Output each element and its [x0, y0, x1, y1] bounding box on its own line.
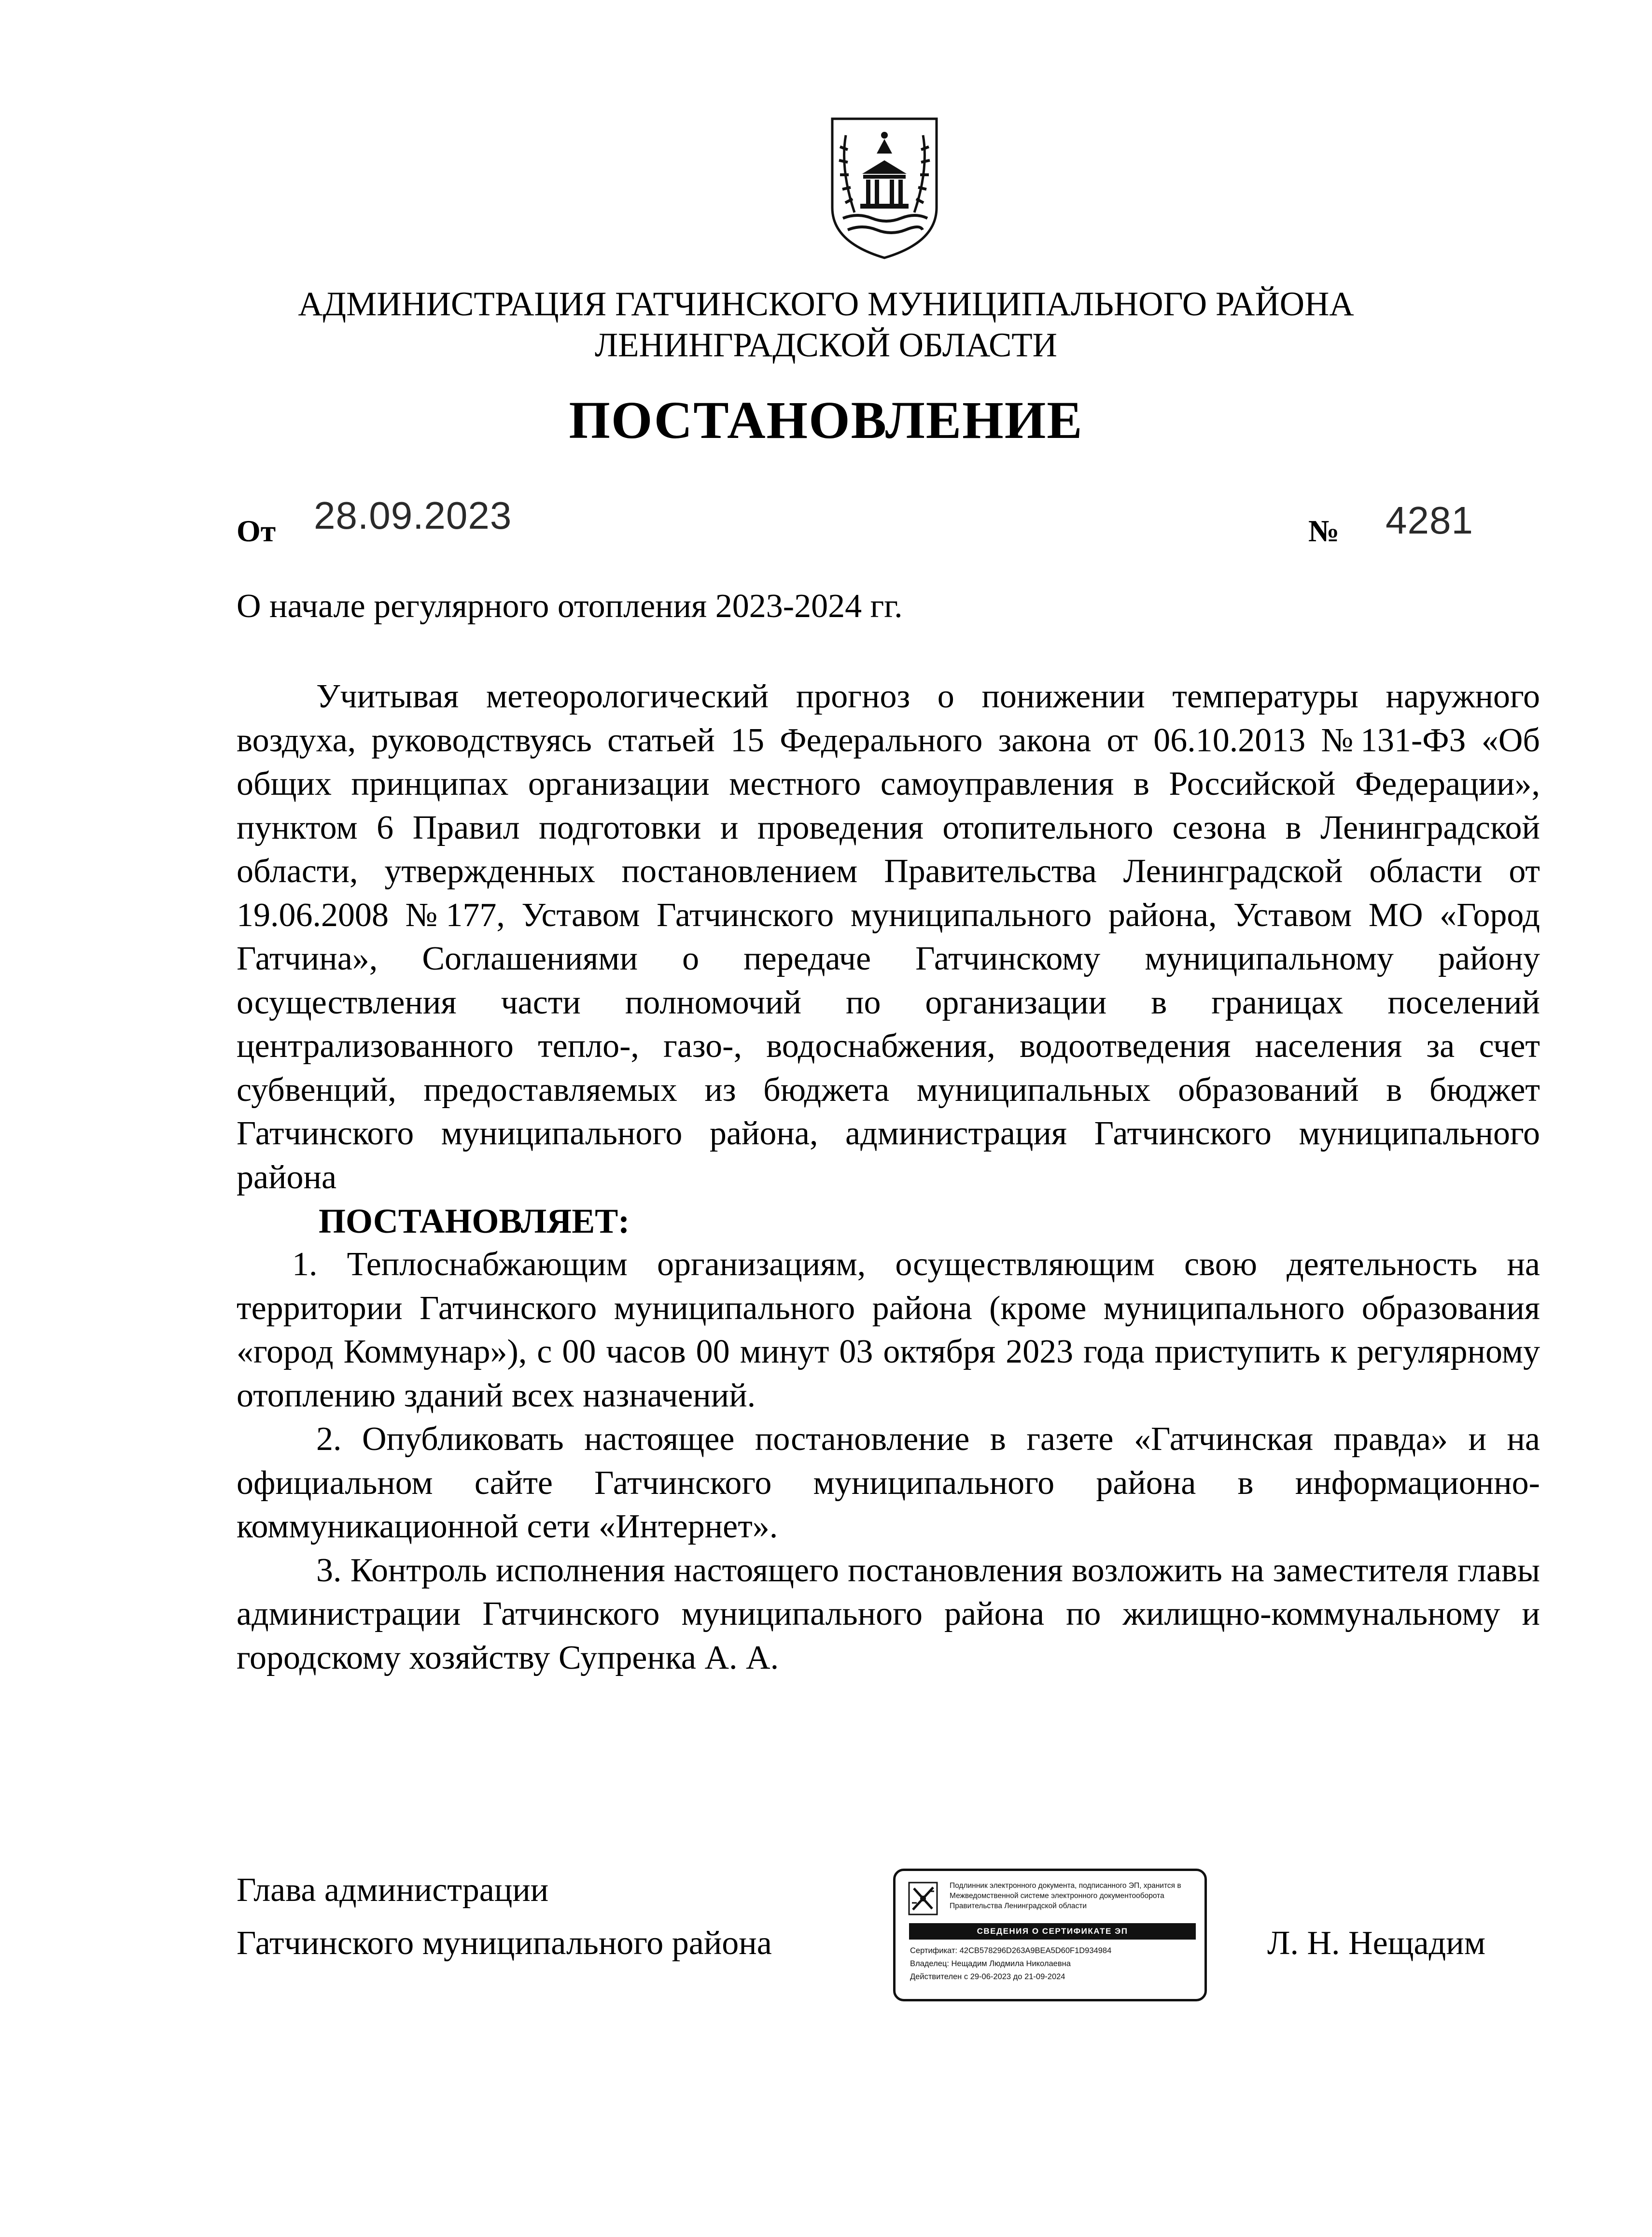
- certificate-validity: Действителен с 29-06-2023 до 21-09-2024: [910, 1972, 1065, 1981]
- signatory-position: [237, 1864, 772, 1970]
- organization-name-line1: АДМИНИСТРАЦИЯ ГАТЧИНСКОГО МУНИЦИПАЛЬНОГО РАЙОНА: [298, 285, 1354, 323]
- number-value: 4281: [1386, 499, 1473, 542]
- resolution-item-3: 3. Контроль исполнения настоящего постановления возложить на заместителя главы администрации Гатчинского муниципального района по жилищно-коммунальному и городскому хозяйству Супренка А. А.: [237, 1551, 1540, 1676]
- date-label: От: [237, 514, 276, 548]
- signatory-name: Л. Н. Нещадим: [1267, 1925, 1485, 1962]
- certificate-details: [910, 1944, 1200, 1984]
- signatory-position-line2: Гатчинского муниципального района: [237, 1925, 772, 1962]
- regional-emblem-icon: [908, 1882, 938, 1915]
- document-type-title: ПОСТАНОВЛЕНИЕ: [569, 391, 1083, 450]
- signatory-position-line1: Глава администрации: [237, 1871, 549, 1909]
- electronic-signature-stamp: [893, 1869, 1207, 2001]
- resolution-item-2: 2. Опубликовать настоящее постановление в газете «Гатчинская правда» и на официальном сайте Гатчинского муниципального района в информационно-коммуникационной сети «Интернет».: [237, 1421, 1540, 1545]
- certificate-owner: Владелец: Нещадим Людмила Николаевна: [910, 1959, 1071, 1968]
- organization-name-line2: ЛЕНИНГРАДСКОЙ ОБЛАСТИ: [595, 326, 1057, 364]
- document-body: [237, 675, 1540, 1680]
- stamp-note: Подлинник электронного документа, подписанного ЭП, хранится в Межведомственной системе электронного документооборота Правительства Ленинградской области: [950, 1882, 1181, 1910]
- preamble-paragraph: Учитывая метеорологический прогноз о понижении температуры наружного воздуха, руководствуясь статьей 15 Федерального закона от 06.10.2013 №131-ФЗ «Об общих принципах организации местного самоуправления в Российской Федерации», пунктом 6 Правил подготовки и проведения отопительного сезона в Ленинградской области, утвержденных постановлением Правительства Ленинградской области от 19.06.2008 №177, Уставом Гатчинского муниципального района, Уставом МО «Город Гатчина», Соглашениями о передаче Гатчинскому муниципальному району осуществления части полномочий по организации в границах поселений централизованного тепло-, газо-, водоснабжения, водоотведения населения за счет субвенций, предоставляемых из бюджета муниципальных образований в бюджет Гатчинского муниципального района, администрация Гатчинского муниципального района: [237, 678, 1540, 1196]
- coat-of-arms-icon: [828, 116, 940, 261]
- resolution-item-1: 1. Теплоснабжающим организациям, осуществляющим свою деятельность на территории Гатчинского муниципального района (кроме муниципального образования «город Коммунар»), с 00 часов 00 минут 03 октября 2023 года приступить к регулярному отоплению зданий всех назначений.: [237, 1246, 1540, 1414]
- date-value: 28.09.2023: [314, 494, 512, 537]
- resolves-heading: ПОСТАНОВЛЯЕТ:: [319, 1202, 630, 1240]
- certificate-heading: СВЕДЕНИЯ О СЕРТИФИКАТЕ ЭП: [909, 1923, 1196, 1940]
- certificate-number: Сертификат: 42CB578296D263A9BEA5D60F1D934984: [910, 1946, 1112, 1955]
- number-label: №: [1308, 514, 1340, 548]
- document-subject: О начале регулярного отопления 2023-2024 гг.: [237, 588, 903, 625]
